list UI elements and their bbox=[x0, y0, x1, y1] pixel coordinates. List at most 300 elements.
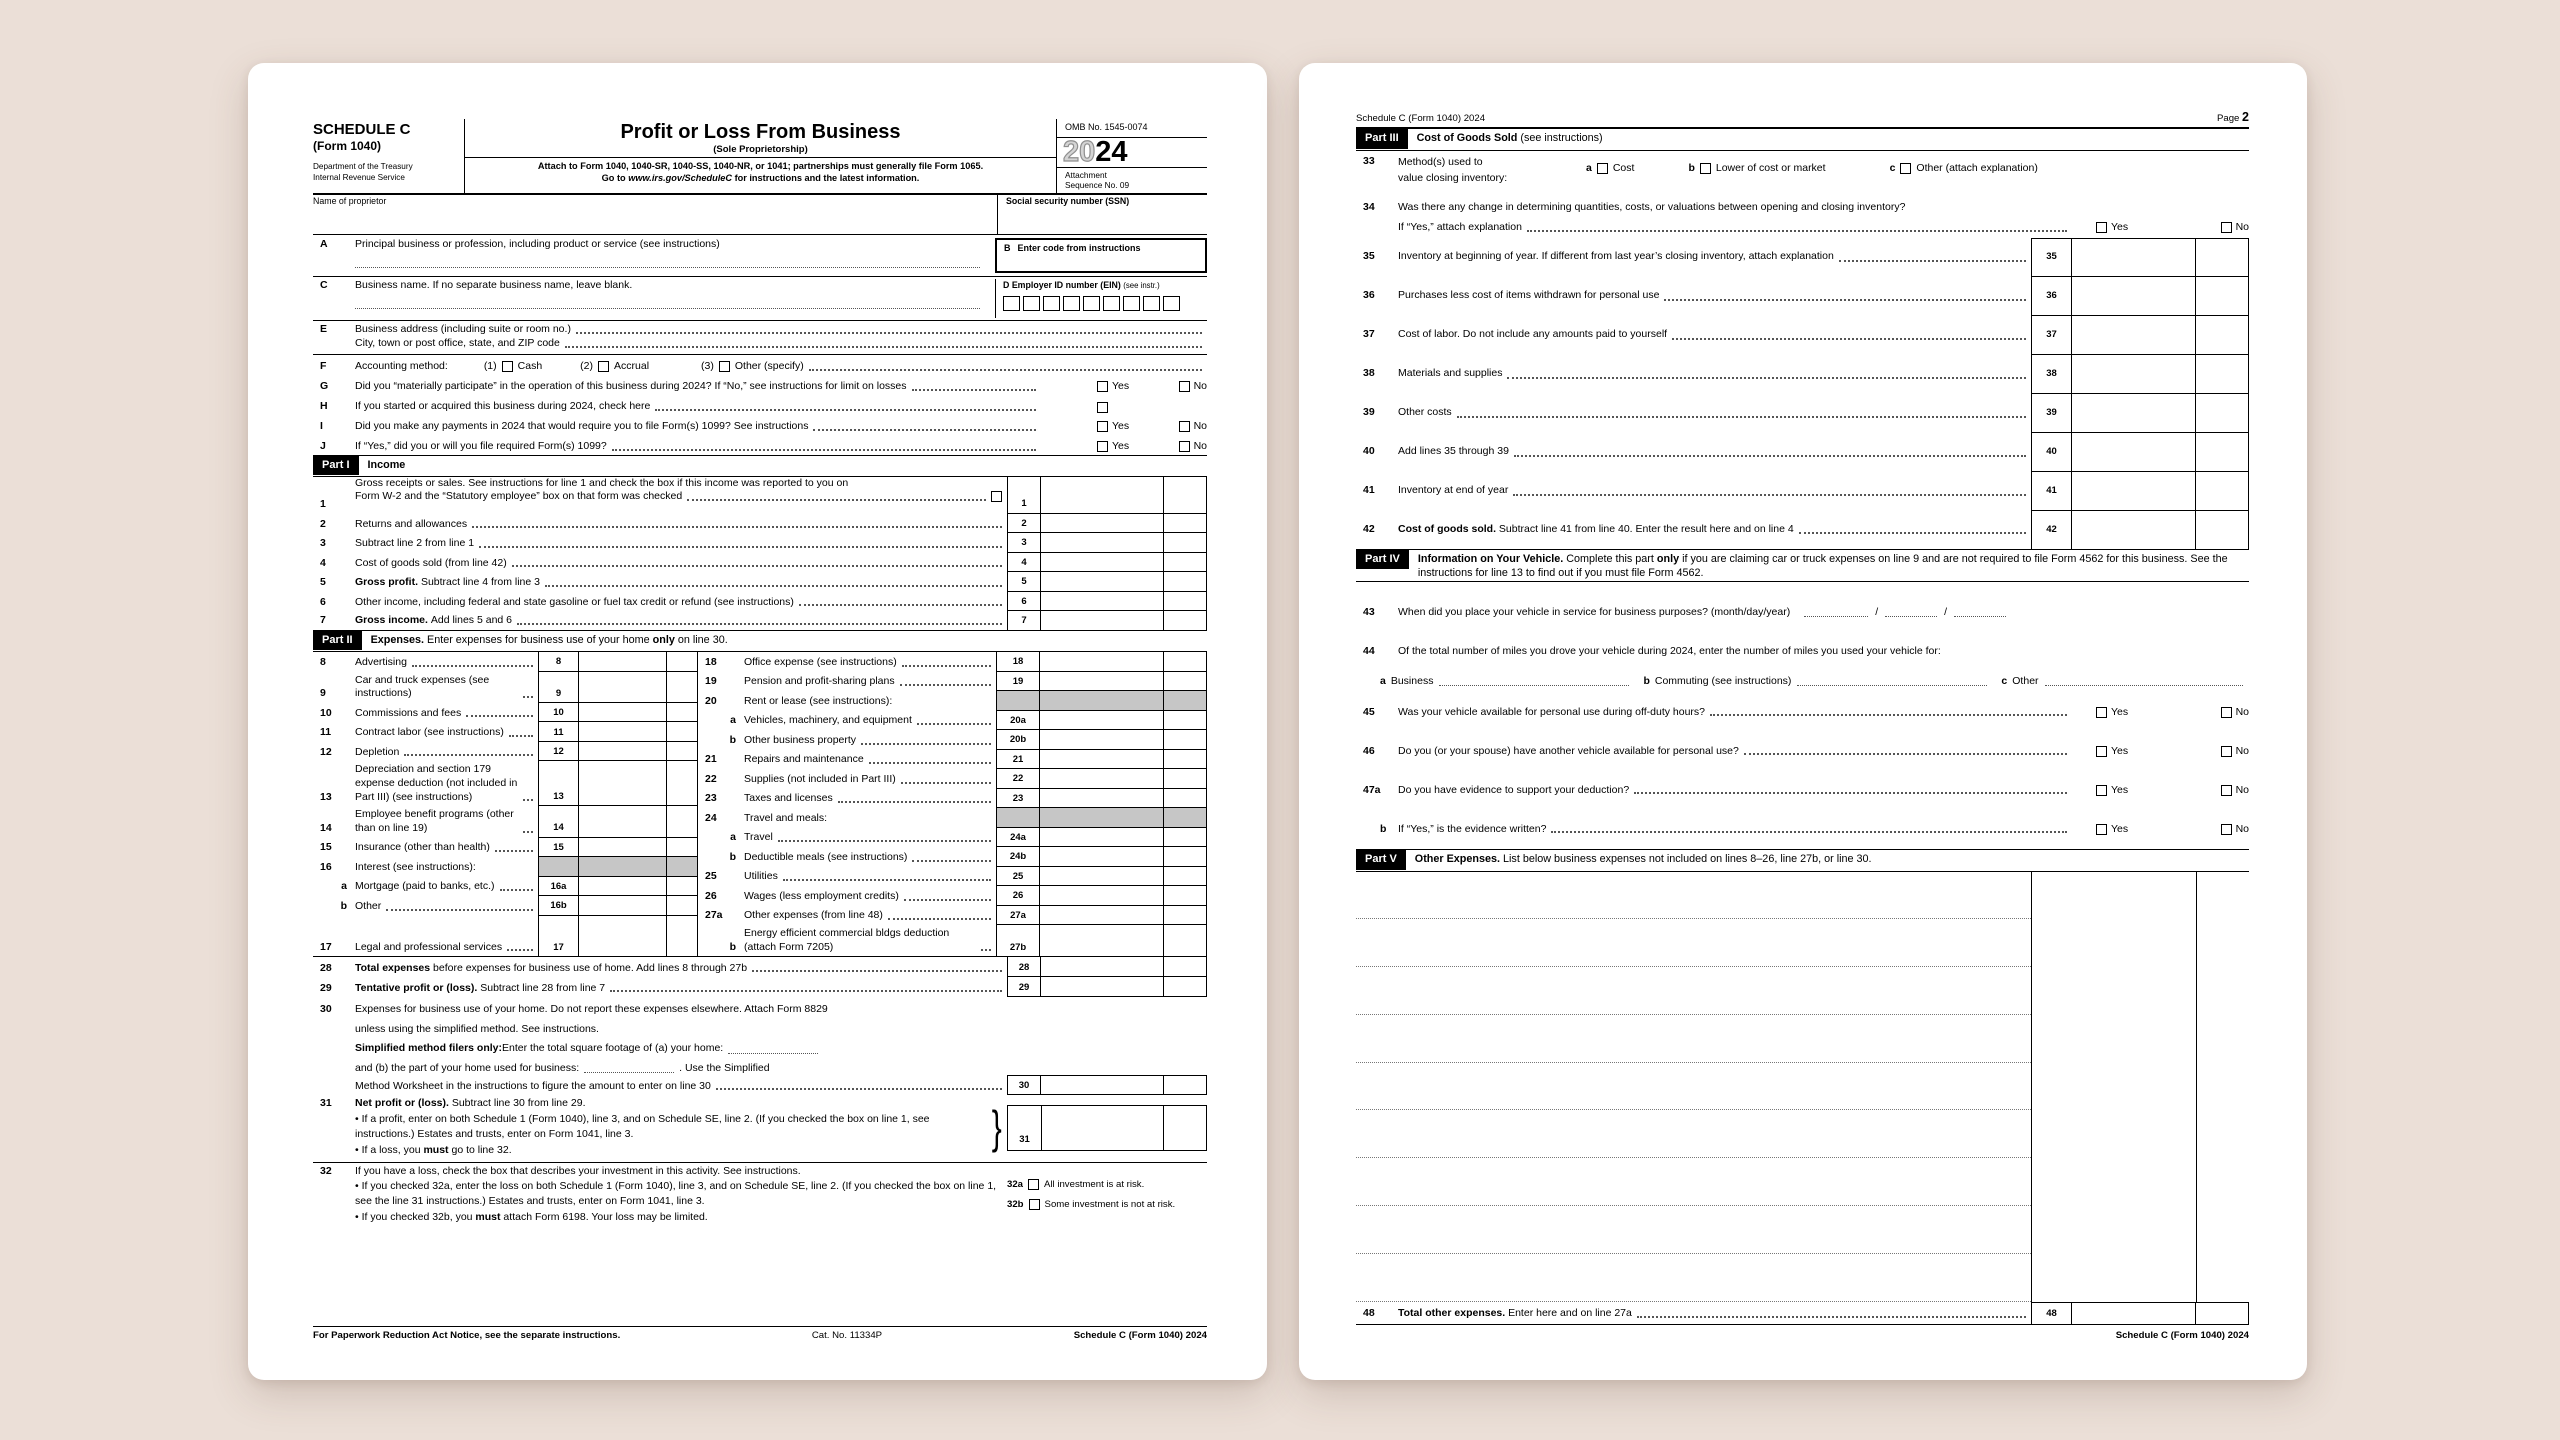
line-40-number: 40 bbox=[1363, 445, 1375, 458]
line-31-number: 31 bbox=[320, 1097, 332, 1110]
line-41-box: 41 bbox=[2031, 472, 2072, 511]
line-31-text-block bbox=[313, 1097, 989, 1157]
line-1-amount[interactable] bbox=[1041, 477, 1207, 514]
other-expense-row bbox=[1356, 1254, 2249, 1302]
line-23-number: 23 bbox=[705, 792, 717, 805]
expense-description-field[interactable] bbox=[1356, 1158, 2031, 1206]
line-35-box: 35 bbox=[2031, 238, 2072, 277]
simplified-method-text-4: Method Worksheet in the instructions to figure the amount to enter on line 30 bbox=[355, 1079, 711, 1092]
line-47b-yes-checkbox[interactable] bbox=[2096, 824, 2107, 835]
line-38-label bbox=[1398, 355, 2031, 394]
attachment-sequence bbox=[1057, 167, 1207, 194]
line-25-amount[interactable] bbox=[1040, 867, 1207, 887]
cash-method-checkbox[interactable] bbox=[502, 361, 513, 372]
line-24a-box: 24a bbox=[996, 828, 1040, 848]
line-12-text: Depletion bbox=[355, 745, 400, 758]
line-22-text: Supplies (not included in Part III) bbox=[744, 772, 896, 785]
line-20b-text: Other business property bbox=[744, 733, 857, 746]
line-38-row bbox=[1356, 355, 2249, 394]
expense-description-field[interactable] bbox=[1356, 919, 2031, 967]
line-C-letter: C bbox=[320, 279, 328, 292]
other-valuation-checkbox[interactable] bbox=[1900, 163, 1911, 174]
line-27b-label bbox=[744, 925, 996, 956]
ein-digit-box[interactable] bbox=[1103, 296, 1120, 311]
line-47a-yes bbox=[2096, 784, 2128, 798]
goto-instruction bbox=[475, 173, 1046, 185]
expense-description-field[interactable] bbox=[1356, 1110, 2031, 1158]
yes-label: Yes bbox=[2111, 705, 2129, 718]
line-45-yes bbox=[2096, 706, 2128, 720]
line-6-amount[interactable] bbox=[1041, 592, 1207, 612]
line-1-box: 1 bbox=[1007, 477, 1041, 514]
omb-year-block bbox=[1057, 119, 1207, 193]
line-1-row bbox=[313, 477, 1207, 514]
line-26-text: Wages (less employment credits) bbox=[744, 889, 899, 902]
other-valuation-label: Other (attach explanation) bbox=[1916, 161, 2038, 174]
line-47b-no-checkbox[interactable] bbox=[2221, 824, 2232, 835]
line-19-number: 19 bbox=[705, 675, 717, 688]
line-34-no-checkbox[interactable] bbox=[2221, 222, 2232, 233]
expense-description-field[interactable] bbox=[1356, 1206, 2031, 1254]
part4-header-bar bbox=[1356, 550, 2249, 583]
part4-only-bold: only bbox=[1656, 552, 1680, 565]
expense-amount-field[interactable] bbox=[2031, 1158, 2249, 1206]
ein-digit-box[interactable] bbox=[1163, 296, 1180, 311]
part1-header-bar bbox=[313, 455, 1207, 477]
line-26-amount[interactable] bbox=[1040, 886, 1207, 906]
line-16-row bbox=[313, 857, 697, 877]
line-9-row bbox=[313, 672, 697, 703]
ein-digit-box[interactable] bbox=[1003, 296, 1020, 311]
line-30-block bbox=[313, 997, 1207, 1095]
line-21-row bbox=[698, 750, 1207, 770]
line-5-text: Subtract line 4 from line 3 bbox=[420, 576, 540, 589]
form-footer-id: Schedule C (Form 1040) 2024 bbox=[1073, 1329, 1207, 1341]
line-32-title-row bbox=[313, 1165, 1001, 1179]
line-D-cell bbox=[995, 279, 1207, 318]
line-31-entry-area bbox=[989, 1097, 1207, 1157]
all-investment-at-risk-checkbox[interactable] bbox=[1028, 1179, 1039, 1190]
line-19-amount[interactable] bbox=[1040, 672, 1207, 692]
line-36-amount[interactable] bbox=[2072, 277, 2249, 316]
line-7-label bbox=[355, 611, 1007, 630]
expense-amount-field[interactable] bbox=[2031, 919, 2249, 967]
line-22-label bbox=[744, 769, 996, 789]
line-29-label bbox=[355, 977, 1007, 997]
business-miles-field[interactable] bbox=[1439, 675, 1629, 686]
other-miles-field[interactable] bbox=[2045, 675, 2243, 686]
irs-url: www.irs.gov/ScheduleC bbox=[628, 172, 732, 183]
line-2-box: 2 bbox=[1007, 514, 1041, 534]
part1-title: Income bbox=[367, 458, 406, 471]
year-outline-digits: 20 bbox=[1063, 135, 1096, 168]
line-21-amount[interactable] bbox=[1040, 750, 1207, 770]
line-12-label bbox=[355, 742, 538, 762]
line-16b-text: Other bbox=[355, 899, 382, 912]
line-28-row bbox=[313, 957, 1207, 977]
started-business-checkbox[interactable] bbox=[1097, 402, 1108, 413]
part3-title-bold: Cost of Goods Sold bbox=[1416, 132, 1518, 145]
line-17-box: 17 bbox=[538, 916, 579, 957]
line-9-text: Car and truck expenses (see instructions) bbox=[355, 673, 490, 700]
line-48-amount[interactable] bbox=[2072, 1302, 2249, 1324]
yes-label: Yes bbox=[1112, 419, 1130, 432]
line-31-title-row bbox=[313, 1097, 981, 1111]
line-12-amount[interactable] bbox=[579, 742, 697, 762]
line-24b-box: 24b bbox=[996, 847, 1040, 867]
line-25-box: 25 bbox=[996, 867, 1040, 887]
line-7-bold: Gross income. bbox=[355, 614, 431, 627]
line-46-no bbox=[2221, 745, 2249, 759]
line-20-row bbox=[698, 691, 1207, 711]
city-state-zip-field[interactable] bbox=[560, 346, 1207, 351]
business-square-footage-field[interactable] bbox=[584, 1062, 674, 1073]
line-5-amount[interactable] bbox=[1041, 572, 1207, 592]
line-36-text: Purchases less cost of items withdrawn for personal use bbox=[1398, 289, 1660, 302]
line-29-amount[interactable] bbox=[1041, 977, 1207, 997]
line-17-amount[interactable] bbox=[579, 916, 697, 957]
line-32b-label: Some investment is not at risk. bbox=[1044, 1198, 1176, 1210]
line-20-label bbox=[744, 691, 996, 711]
ein-digit-box[interactable] bbox=[1063, 296, 1080, 311]
line-43-question: When did you place your vehicle in service for business purposes? (month/day/year) bbox=[1398, 605, 1791, 618]
expense-description-field[interactable] bbox=[1356, 1063, 2031, 1111]
line-17-text: Legal and professional services bbox=[355, 940, 503, 953]
line-G-no bbox=[1179, 380, 1207, 394]
line-20-number: 20 bbox=[705, 694, 717, 707]
line-27a-amount[interactable] bbox=[1040, 906, 1207, 926]
line-42-amount[interactable] bbox=[2072, 511, 2249, 549]
line-5-row bbox=[313, 572, 1207, 592]
expense-description-field[interactable] bbox=[1356, 872, 2031, 920]
line-20b-row bbox=[698, 730, 1207, 750]
expense-amount-field[interactable] bbox=[2031, 1063, 2249, 1111]
yes-label: Yes bbox=[1112, 439, 1130, 452]
line-30-text-2: unless using the simplified method. See instructions. bbox=[355, 1022, 599, 1035]
business-name-field[interactable] bbox=[355, 296, 980, 309]
line-22-number: 22 bbox=[705, 772, 717, 785]
line-46-yes-checkbox[interactable] bbox=[2096, 746, 2107, 757]
home-square-footage-field[interactable] bbox=[728, 1043, 818, 1054]
line-33-number: 33 bbox=[1363, 154, 1375, 167]
line-19-label bbox=[744, 672, 996, 692]
some-investment-not-at-risk-checkbox[interactable] bbox=[1029, 1199, 1040, 1210]
line-22-amount[interactable] bbox=[1040, 769, 1207, 789]
line-45-yes-checkbox[interactable] bbox=[2096, 707, 2107, 718]
dept-line-2: Internal Revenue Service bbox=[313, 172, 405, 182]
line-14-amount[interactable] bbox=[579, 806, 697, 837]
line-46-no-checkbox[interactable] bbox=[2221, 746, 2232, 757]
line-38-number: 38 bbox=[1363, 367, 1375, 380]
line-7-amount[interactable] bbox=[1041, 611, 1207, 630]
line-2-amount[interactable] bbox=[1041, 514, 1207, 534]
line-20a-amount[interactable] bbox=[1040, 711, 1207, 731]
line-23-text: Taxes and licenses bbox=[744, 792, 833, 805]
form-number-label: (Form 1040) bbox=[313, 138, 382, 153]
line-14-label bbox=[355, 806, 538, 837]
ein-digit-box[interactable] bbox=[1083, 296, 1100, 311]
line-30-text-row-2 bbox=[313, 1017, 1207, 1037]
line-33-label bbox=[1398, 155, 1586, 187]
line-15-amount[interactable] bbox=[579, 838, 697, 858]
line-41-text: Inventory at end of year bbox=[1398, 484, 1509, 497]
cost-checkbox[interactable] bbox=[1597, 163, 1608, 174]
line-20b-box: 20b bbox=[996, 730, 1040, 750]
line-A-label-row bbox=[313, 238, 983, 252]
other-valuation-option bbox=[1890, 162, 2038, 176]
line-18-box: 18 bbox=[996, 652, 1040, 672]
name-of-proprietor-field[interactable] bbox=[313, 195, 997, 234]
vehicle-service-year-field[interactable] bbox=[1954, 606, 2006, 617]
line-47b-letter: b bbox=[1380, 822, 1387, 835]
line-47b-row bbox=[1356, 810, 2249, 849]
statutory-employee-checkbox[interactable] bbox=[991, 491, 1002, 502]
commuting-miles-field[interactable] bbox=[1797, 675, 1987, 686]
line-24b-text: Deductible meals (see instructions) bbox=[744, 850, 908, 863]
line-15-label bbox=[355, 838, 538, 858]
ein-digit-box[interactable] bbox=[1143, 296, 1160, 311]
line-24a-label bbox=[744, 828, 996, 848]
line-37-label bbox=[1398, 316, 2031, 355]
accrual-method-checkbox[interactable] bbox=[598, 361, 609, 372]
line-8-number: 8 bbox=[320, 655, 326, 668]
line-35-label bbox=[1398, 238, 2031, 277]
expense-description-field[interactable] bbox=[1356, 967, 2031, 1015]
line-24a-amount[interactable] bbox=[1040, 828, 1207, 848]
line-1-text-1: Gross receipts or sales. See instructions for line 1 and check the box if this income was reported to you on bbox=[355, 476, 849, 489]
line-8-row bbox=[313, 652, 697, 672]
line-47a-yes-checkbox[interactable] bbox=[2096, 785, 2107, 796]
line-22-box: 22 bbox=[996, 769, 1040, 789]
vehicle-service-month-field[interactable] bbox=[1804, 606, 1868, 617]
part1-tag: Part I bbox=[313, 456, 359, 475]
line-G-no-checkbox[interactable] bbox=[1179, 381, 1190, 392]
tax-year bbox=[1057, 135, 1207, 168]
line-23-amount[interactable] bbox=[1040, 789, 1207, 809]
line-34-yes-no bbox=[2072, 221, 2249, 235]
line-31-bullet-2a: • If a loss, you bbox=[355, 1143, 424, 1156]
line-31-amount[interactable] bbox=[1041, 1105, 1207, 1151]
line-10-number: 10 bbox=[320, 706, 332, 719]
line-16-shaded-box bbox=[538, 857, 579, 877]
line-38-text: Materials and supplies bbox=[1398, 367, 1503, 380]
line-32b-option bbox=[1007, 1199, 1207, 1211]
line-18-amount[interactable] bbox=[1040, 652, 1207, 672]
part2-header-bar bbox=[313, 631, 1207, 652]
line-24a-letter: a bbox=[730, 831, 736, 844]
no-label: No bbox=[1193, 379, 1207, 392]
line-30-entry-row bbox=[313, 1075, 1207, 1095]
line-30-amount[interactable] bbox=[1041, 1075, 1207, 1095]
ein-digit-box[interactable] bbox=[1123, 296, 1140, 311]
line-30-last-line bbox=[355, 1075, 1007, 1095]
ssn-field[interactable] bbox=[997, 195, 1207, 234]
line-26-box: 26 bbox=[996, 886, 1040, 906]
line-26-row bbox=[698, 886, 1207, 906]
part2-title-bold: Expenses. bbox=[370, 633, 424, 646]
line-28-amount[interactable] bbox=[1041, 957, 1207, 977]
line-12-row bbox=[313, 742, 697, 762]
line-D-letter: D bbox=[1003, 280, 1010, 291]
line-C-label-row bbox=[313, 279, 983, 293]
other-specify-field[interactable] bbox=[804, 369, 1207, 374]
line-31-block bbox=[313, 1097, 1207, 1157]
line-27b-amount[interactable] bbox=[1040, 925, 1207, 956]
ein-digit-box[interactable] bbox=[1043, 296, 1060, 311]
line-3-amount[interactable] bbox=[1041, 533, 1207, 553]
expense-description-field[interactable] bbox=[1356, 1254, 2031, 1302]
line-27b-box: 27b bbox=[996, 925, 1040, 956]
expense-amount-field[interactable] bbox=[2031, 1015, 2249, 1063]
option-3-number: (3) bbox=[701, 359, 714, 372]
accrual-label: Accrual bbox=[614, 359, 650, 372]
line-32-text-block bbox=[313, 1165, 1007, 1225]
line-7-box: 7 bbox=[1007, 611, 1041, 630]
goto-prefix: Go to bbox=[601, 172, 626, 183]
line-37-amount[interactable] bbox=[2072, 316, 2249, 355]
line-38-amount[interactable] bbox=[2072, 355, 2249, 394]
line-34-yes-checkbox[interactable] bbox=[2096, 222, 2107, 233]
line-I-yes-checkbox[interactable] bbox=[1097, 421, 1108, 432]
line-47a-no-checkbox[interactable] bbox=[2221, 785, 2232, 796]
line-9-amount[interactable] bbox=[579, 672, 697, 703]
line-25-row bbox=[698, 867, 1207, 887]
ein-boxes bbox=[1003, 296, 1207, 311]
line-4-amount[interactable] bbox=[1041, 553, 1207, 573]
line-F-letter: F bbox=[320, 359, 327, 372]
line-45-no-checkbox[interactable] bbox=[2221, 707, 2232, 718]
vehicle-service-day-field[interactable] bbox=[1885, 606, 1937, 617]
line-11-amount[interactable] bbox=[579, 722, 697, 742]
line-20-shaded-box bbox=[996, 691, 1040, 711]
yes-label: Yes bbox=[2111, 744, 2129, 757]
part4-body-2: if you are claiming car or truck expenses on line 9 and are not required to file Form 4562 for this business. See the instructions for line 13 to find out if you must file Form 4562. bbox=[1417, 552, 2228, 580]
page-2-content bbox=[1356, 109, 2249, 1342]
line-20b-letter: b bbox=[729, 733, 736, 746]
line-G-letter: G bbox=[320, 379, 329, 392]
line-24-shaded-box bbox=[996, 808, 1040, 828]
expense-amount-field[interactable] bbox=[2031, 872, 2249, 920]
line-30-number: 30 bbox=[320, 1003, 332, 1016]
line-16a-amount[interactable] bbox=[579, 877, 697, 897]
line-8-amount[interactable] bbox=[579, 652, 697, 672]
line-21-box: 21 bbox=[996, 750, 1040, 770]
expense-amount-field[interactable] bbox=[2031, 1206, 2249, 1254]
line-46-yes bbox=[2096, 745, 2128, 759]
line-1-text-2: Form W-2 and the “Statutory employee” box on that form was checked bbox=[355, 490, 991, 504]
line-18-label bbox=[744, 652, 996, 672]
line-2-label bbox=[355, 514, 1007, 534]
line-10-box: 10 bbox=[538, 703, 579, 723]
other-expense-row bbox=[1356, 967, 2249, 1015]
line-26-label bbox=[744, 886, 996, 906]
line-40-label bbox=[1398, 433, 2031, 472]
line-34-yes bbox=[2096, 221, 2128, 235]
line-13-amount[interactable] bbox=[579, 761, 697, 806]
line-24-text: Travel and meals: bbox=[744, 811, 828, 824]
line-40-amount[interactable] bbox=[2072, 433, 2249, 472]
line-34-no bbox=[2221, 221, 2249, 235]
page-2-footer: Schedule C (Form 1040) 2024 bbox=[2115, 1329, 2249, 1341]
ein-digit-box[interactable] bbox=[1023, 296, 1040, 311]
line-I-no-checkbox[interactable] bbox=[1179, 421, 1190, 432]
other-expense-row bbox=[1356, 1015, 2249, 1063]
business-address-field[interactable] bbox=[571, 332, 1207, 337]
line-5-number: 5 bbox=[320, 576, 326, 589]
line-30-simplified-row-2 bbox=[313, 1056, 1207, 1076]
lower-cost-market-checkbox[interactable] bbox=[1700, 163, 1711, 174]
expense-amount-field[interactable] bbox=[2031, 967, 2249, 1015]
expense-amount-field[interactable] bbox=[2031, 1110, 2249, 1158]
line-J-no-checkbox[interactable] bbox=[1179, 441, 1190, 452]
line-J-yes-checkbox[interactable] bbox=[1097, 441, 1108, 452]
line-7-row bbox=[313, 611, 1207, 631]
line-36-label bbox=[1398, 277, 2031, 316]
line-11-text: Contract labor (see instructions) bbox=[355, 726, 504, 739]
other-method-checkbox[interactable] bbox=[719, 361, 730, 372]
no-label: No bbox=[1193, 439, 1207, 452]
line-20b-label bbox=[744, 730, 996, 750]
business-code-field[interactable] bbox=[995, 238, 1207, 273]
line-10-amount[interactable] bbox=[579, 703, 697, 723]
line-29-box: 29 bbox=[1007, 977, 1041, 997]
line-20-text: Rent or lease (see instructions): bbox=[744, 694, 893, 707]
line-15-number: 15 bbox=[320, 841, 332, 854]
line-48-number: 48 bbox=[1363, 1306, 1375, 1319]
part5-title-bold: Other Expenses. bbox=[1414, 853, 1501, 866]
name-of-proprietor-label: Name of proprietor bbox=[313, 196, 387, 207]
line-29-text: Subtract line 28 from line 7 bbox=[480, 981, 606, 994]
header-divider bbox=[465, 157, 1056, 158]
line-39-amount[interactable] bbox=[2072, 394, 2249, 433]
page-1-footer bbox=[313, 1326, 1207, 1342]
expense-description-field[interactable] bbox=[1356, 1015, 2031, 1063]
expense-amount-field[interactable] bbox=[2031, 1254, 2249, 1302]
line-48-label bbox=[1398, 1302, 2031, 1324]
line-3-box: 3 bbox=[1007, 533, 1041, 553]
line-1-label bbox=[355, 477, 1007, 514]
line-32-bullet-2c: attach Form 6198. Your loss may be limited. bbox=[500, 1211, 708, 1224]
line-31-bullet-2c: go to line 32. bbox=[448, 1143, 512, 1156]
schedule-c-page-1 bbox=[248, 63, 1267, 1380]
page-1-content bbox=[313, 119, 1207, 1342]
line-36-row bbox=[1356, 277, 2249, 316]
line-41-amount[interactable] bbox=[2072, 472, 2249, 511]
part4-body-1: Complete this part bbox=[1563, 552, 1657, 565]
part3-tag: Part III bbox=[1356, 129, 1408, 148]
line-27a-box: 27a bbox=[996, 906, 1040, 926]
part2-subtitle-only: only bbox=[652, 633, 675, 646]
line-A-label: Principal business or profession, including product or service (see instructions) bbox=[355, 238, 720, 251]
line-35-amount[interactable] bbox=[2072, 238, 2249, 277]
line-5-label bbox=[355, 572, 1007, 592]
line-42-text: Subtract line 41 from line 40. Enter the result here and on line 4 bbox=[1498, 522, 1794, 535]
line-14-text: Employee benefit programs (other than on line 19) bbox=[355, 808, 514, 834]
spacer bbox=[313, 1225, 1207, 1321]
line-24b-amount[interactable] bbox=[1040, 847, 1207, 867]
line-45-question: Was your vehicle available for personal use during off-duty hours? bbox=[1398, 706, 2072, 720]
line-4-label bbox=[355, 553, 1007, 573]
line-16b-row bbox=[313, 896, 697, 916]
line-20b-amount[interactable] bbox=[1040, 730, 1207, 750]
option-c-letter: c bbox=[1889, 161, 1896, 174]
line-37-number: 37 bbox=[1363, 328, 1375, 341]
principal-business-field[interactable] bbox=[355, 255, 980, 268]
omb-number: OMB No. 1545-0074 bbox=[1057, 119, 1207, 138]
line-G-yes-checkbox[interactable] bbox=[1097, 381, 1108, 392]
line-16b-amount[interactable] bbox=[579, 896, 697, 916]
line-16-number: 16 bbox=[320, 860, 332, 873]
